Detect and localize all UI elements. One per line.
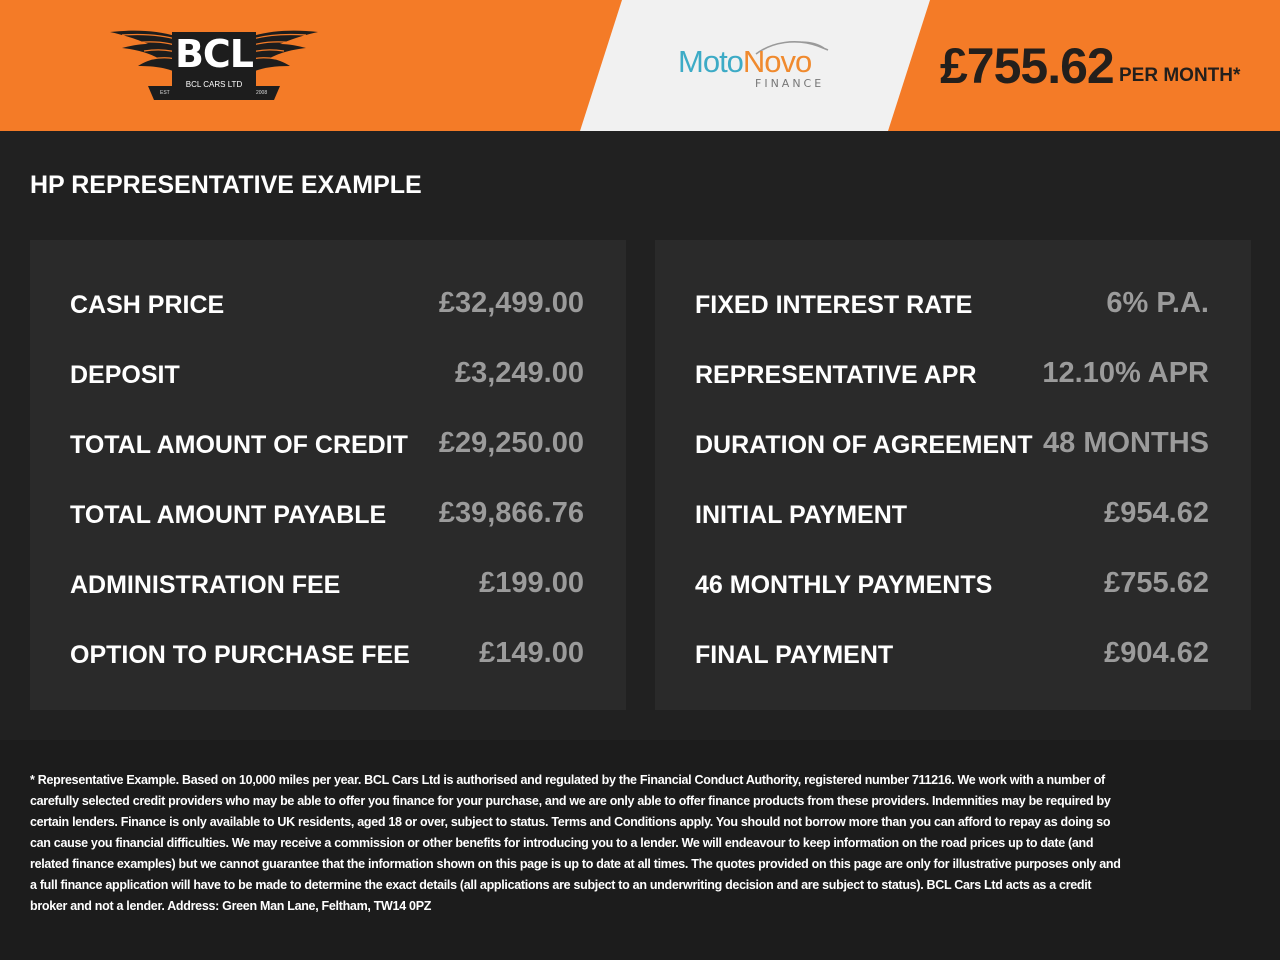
finance-panel-left [30,240,626,710]
row-label: OPTION TO PURCHASE FEE [70,640,410,669]
row-label: ADMINISTRATION FEE [70,570,341,599]
row-value: £29,250.00 [438,426,584,459]
row-duration [695,425,1209,465]
row-total-credit [70,425,584,465]
footer [0,740,1280,960]
row-value: 12.10% APR [1042,356,1209,389]
row-label: 46 MONTHLY PAYMENTS [695,570,993,599]
lender-name-moto: Moto [678,44,743,79]
row-value: £3,249.00 [454,356,584,389]
row-value: £199.00 [479,566,584,599]
row-value: £755.62 [1104,566,1209,599]
row-monthly-payments [695,565,1209,605]
logo-est-year: 2008 [256,90,268,96]
row-value: £39,866.76 [438,496,584,529]
row-label: TOTAL AMOUNT OF CREDIT [70,430,408,459]
row-label: FINAL PAYMENT [695,640,894,669]
lender-subtitle: FINANCE [755,77,825,90]
row-final-payment [695,635,1209,675]
row-value: £954.62 [1104,496,1209,529]
logo-wordmark: BCL [174,32,254,76]
logo-est-label: EST [160,90,170,96]
row-label: REPRESENTATIVE APR [695,360,977,389]
row-value: £32,499.00 [438,286,584,319]
monthly-price: £755.62 [940,38,1114,94]
row-label: INITIAL PAYMENT [695,500,908,529]
row-option-fee [70,635,584,675]
row-label: DEPOSIT [70,360,180,389]
row-value: 6% P.A. [1106,286,1209,319]
disclaimer-text: * Representative Example. Based on 10,000 miles per year. BCL Cars Ltd is authorised and regulated by the Financial Conduct Authority, registered number 711216. We work with a number of carefully selected credit providers who may be able to offer you finance for your purchase, and we are only able to offer finance products from these providers. Indemnities may be required by certain lenders. Finance is only available to UK residents, aged 18 or over, subject to status. Terms and Conditions apply. You should not borrow more than you can afford to repay as doing so can cause you financial difficulties. We may receive a commission or other benefits for introducing you to a lender. We will endeavour to keep information on the road prices up to date (and related finance examples) but we cannot guarantee that the information shown on this page is up to date at all times. The quotes provided on this page are only for illustrative purposes only and a full finance application will have to be made to determine the exact details (all applications are subject to an underwriting decision and are subject to status). BCL Cars Ltd acts as a credit broker and not a lender. Address: Green Man Lane, Feltham, TW14 0PZ [30,773,1121,913]
row-total-payable [70,495,584,535]
row-value: 48 MONTHS [1043,426,1209,459]
lender-name [678,44,811,80]
bcl-logo[interactable] [108,28,320,104]
finance-panel-right [655,240,1251,710]
lender-name-novo: Novo [742,44,812,79]
row-label: DURATION OF AGREEMENT [695,430,1033,459]
row-label: CASH PRICE [70,290,225,319]
section-title: HP REPRESENTATIVE EXAMPLE [30,171,422,199]
row-cash-price [70,285,584,325]
row-apr [695,355,1209,395]
row-initial-payment [695,495,1209,535]
logo-subtitle: BCL CARS LTD [185,80,243,89]
row-value: £904.62 [1104,636,1209,669]
row-label: TOTAL AMOUNT PAYABLE [70,500,387,529]
row-deposit [70,355,584,395]
motonovo-logo[interactable] [678,40,838,96]
row-label: FIXED INTEREST RATE [695,290,973,319]
header-banner [0,0,1280,131]
per-month-label: PER MONTH* [1119,65,1241,86]
row-interest-rate [695,285,1209,325]
row-value: £149.00 [479,636,584,669]
row-admin-fee [70,565,584,605]
